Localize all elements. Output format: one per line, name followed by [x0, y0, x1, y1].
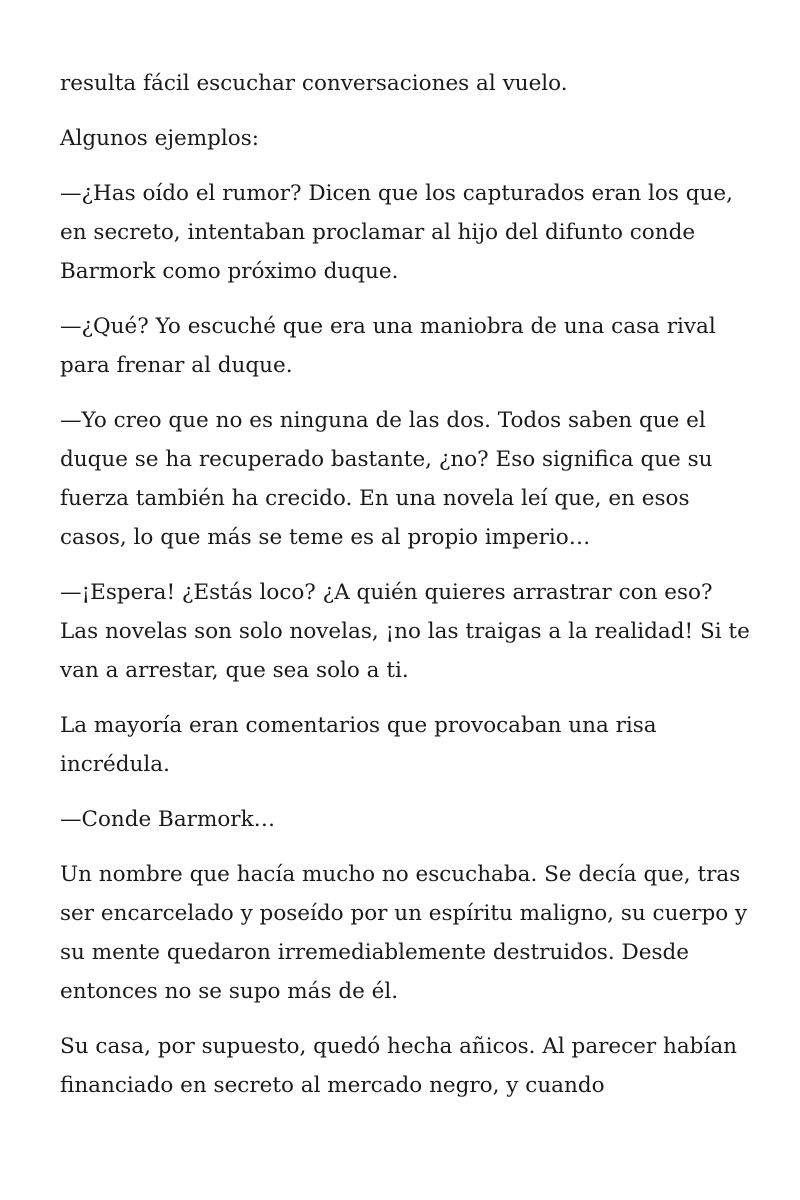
paragraph: Algunos ejemplos:: [60, 126, 260, 151]
paragraph: Un nombre que hacía mucho no escuchaba. Se decía que, tras ser encarcelado y poseído por un espíritu maligno, su cuerpo y su mente quedaron irremediablemente destruidos. Desde entonces no se supo más de él.: [60, 862, 748, 1004]
dialogue-paragraph: —Yo creo que no es ninguna de las dos. Todos saben que el duque se ha recuperado bastante, ¿no? Eso significa que su fuerza también ha crecido. En una novela leí que, en esos casos, lo que más se teme es al propio imperio…: [60, 408, 713, 550]
paragraph: Su casa, por supuesto, quedó hecha añicos. Al parecer habían financiado en secreto al mercado negro, y cuando: [60, 1034, 737, 1098]
dialogue-paragraph: —Conde Barmork…: [60, 807, 276, 832]
paragraph: La mayoría eran comentarios que provocaban una risa incrédula.: [60, 713, 657, 777]
dialogue-paragraph: —¿Qué? Yo escuché que era una maniobra de una casa rival para frenar al duque.: [60, 314, 716, 378]
dialogue-paragraph: —¿Has oído el rumor? Dicen que los capturados eran los que, en secreto, intentaban proclamar al hijo del difunto conde Barmork como próximo duque.: [60, 181, 733, 284]
reader-page: [60, 64, 750, 1121]
dialogue-paragraph: —¡Espera! ¿Estás loco? ¿A quién quieres arrastrar con eso? Las novelas son solo novelas, ¡no las traigas a la realidad! Si te van a arrestar, que sea solo a ti.: [60, 580, 750, 683]
paragraph: resulta fácil escuchar conversaciones al vuelo.: [60, 71, 568, 96]
